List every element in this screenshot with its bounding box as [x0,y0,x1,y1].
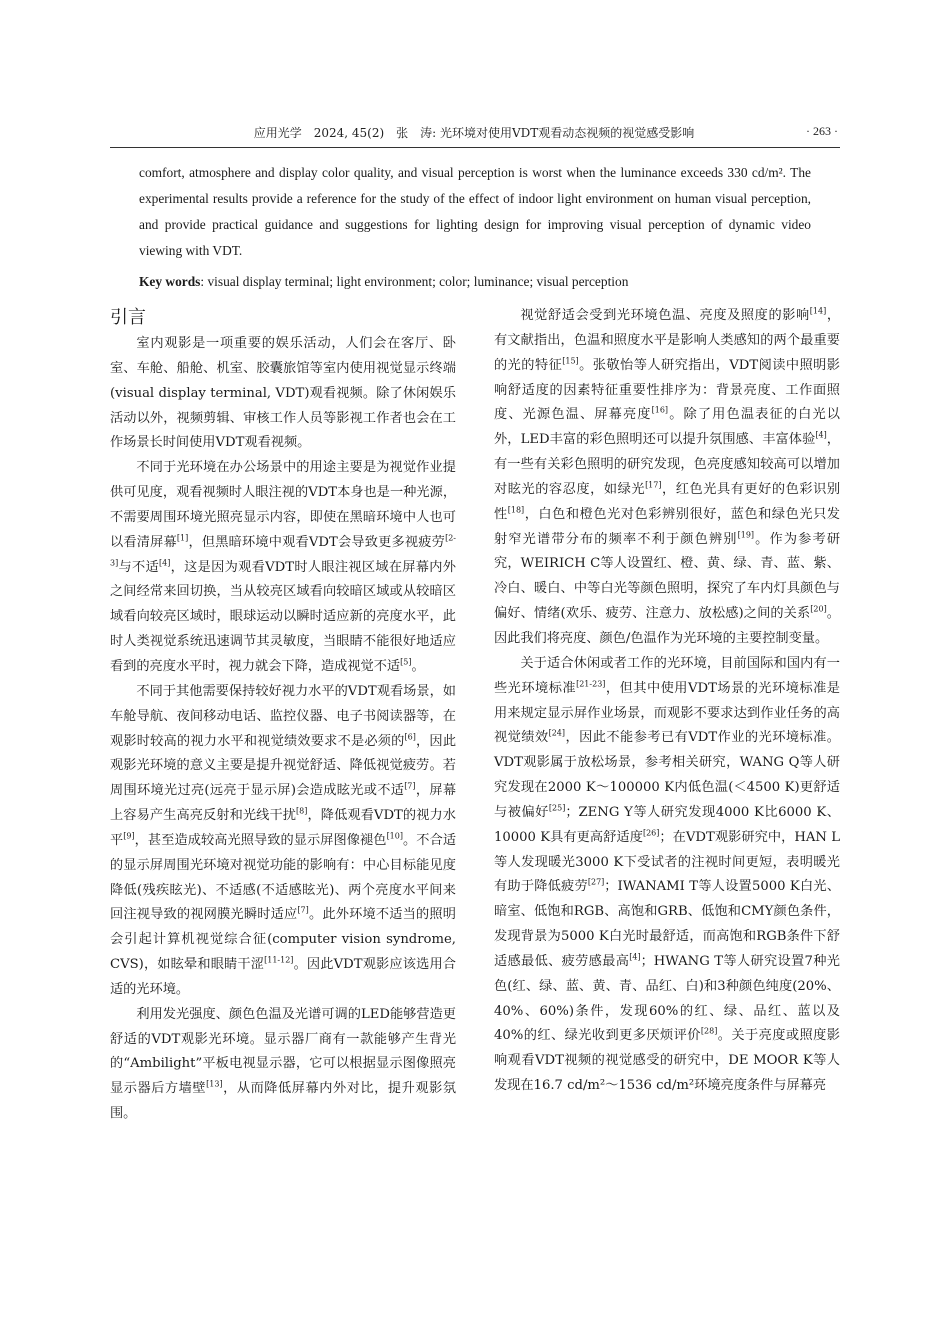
citation: [7] [297,906,309,916]
citation: [17] [645,480,662,490]
citation: [26] [642,828,660,838]
citation: [14] [809,306,827,316]
citation: [25] [548,803,566,813]
citation: [5] [400,657,412,667]
citation: [18] [507,505,525,515]
running-header [110,122,838,144]
citation: [4] [815,430,827,440]
keywords-label: Key words [139,274,201,289]
abstract-continuation [139,160,811,264]
citation: [19] [737,530,755,540]
page-number: · 263 · [806,124,838,138]
citation: [27] [587,878,605,888]
citation: [10] [386,831,403,841]
abstract-text: comfort, atmosphere and display color quality, and visual perception is worst when the luminance exceeds 330 cd/m². The experimental results provide a reference for the study of the effect of indoor light environment on human visual perception, and provide practical guidance and suggestions for lighting design for improving visual perception of dynamic video viewing with VDT. [139,165,811,258]
paragraph: 不同于光环境在办公场景中的用途主要是为视觉作业提供可见度，观看视频时人眼注视的VDT本身也是一种光源，不需要周围环境光照亮显示内容，即使在黑暗环境中人也可以看清屏幕[1]，但黑暗环境中观看VDT会导致更多视疲劳[2-3]与不适[4]，这是因为观看VDT时人眼注视区域在屏幕内外之间经常来回切换，当从较亮区域看向较暗区域或从较暗区域看向较亮区域时，眼球运动以瞬时适应新的亮度水平，此时人类视觉系统迅速调节其灵敏度，当眼睛不能很好地适应看到的亮度水平时，视力就会下降，造成视觉不适[5]。 [110,460,456,674]
citation: [21-23] [576,679,606,689]
citation: [7] [404,781,416,791]
paragraph: 利用发光强度、颜色色温及光谱可调的LED能够营造更舒适的VDT观影光环境。显示器厂商有一款能够产生背光的“Ambilight”平板电视显示器，它可以根据显示图像照亮显示器后方墙壁[13]，从而降低屏幕内外对比，提升观影氛围。 [110,1006,457,1122]
citation: [6] [404,732,416,742]
paragraph: 室内观影是一项重要的娱乐活动，人们会在客厅、卧室、车舱、船舱、机室、胶囊旅馆等室内使用视觉显示终端(visual display terminal, VDT)观看视频。除了休闲娱乐活动以外，视频剪辑、审核工作人员等影视工作者也会在工作场景长时间使用VDT观看视频。 [110,336,456,451]
section-heading: 引言 [110,307,146,328]
paragraph: 视觉舒适会受到光环境色温、亮度及照度的影响[14]，有文献指出，色温和照度水平是影响人类感知的两个最重要的光的特征[15]。张敬怡等人研究指出，VDT阅读中照明影响舒适度的因素特征重要性排序为：背景亮度、工作面照度、光源色温、屏幕亮度[16]。除了用色温表征的白光以外，LED丰富的彩色照明还可以提升氛围感、丰富体验[4]，有一些有关彩色照明的研究发现，色亮度感知较高可以增加对眩光的容忍度，如绿光[17]，红色光具有更好的色彩识别性[18]，白色和橙色光对色彩辨别很好，蓝色和绿色光只发射窄光谱带分布的频率不利于颜色辨别[19]。作为参考研究，WEIRICH C等人设置红、橙、黄、绿、青、蓝、紫、冷白、暖白、中等白光等颜色照明，探究了车内灯具颜色与偏好、情绪(欢乐、疲劳、注意力、放松感)之间的关系[20]。因此我们将亮度、颜色/色温作为光环境的主要控制变量。 [494,306,841,646]
running-title: 应用光学 2024, 45(2) 张 涛: 光环境对使用VDT观看动态视频的视觉感受影响 [253,126,695,140]
citation: [8] [296,806,308,816]
citation: [15] [562,356,579,366]
paragraph: 关于适合休闲或者工作的光环境，目前国际和国内有一些光环境标准[21-23]，但其中使用VDT场景的光环境标准是用来规定显示屏作业场景，而观影不要求达到作业任务的高视觉绩效[24]，因此不能参考已有VDT作业的光环境标准。VDT观影属于放松场景，参考相关研究，WANG Q等人研究发现在2000 K～100000 K内低色温(＜4500 K)更舒适与被偏好[25]；ZENG Y等人研究发现4000 K比6000 K、10000 K具有更高舒适度[26]；在VDT观影研究中，HAN L等人发现暖光3000 K下受试者的注视时间更短，表明暖光有助于降低疲劳[27]；IWANAMI T等人设置5000 K白光、暗室、低饱和RGB、高饱和GRB、低饱和CMY颜色条件，发现背景为5000 K白光时最舒适，而高饱和RGB条件下舒适感最低、疲劳感最高[4]；HWANG T等人研究设置7种光色(红、绿、蓝、黄、青、品红、白)和3种颜色纯度(20%、40%、60%)条件，发现60%的红、绿、品红、蓝以及40%的红、绿光收到更多厌烦评价[28]。关于亮度或照度影响观看VDT视频的视觉感受的研究中，DE MOOR K等人发现在16.7 cd/m²～1536 cd/m²环境亮度条件与屏幕亮 [494,655,841,1094]
citation: [4] [159,558,171,568]
citation: [2-3] [110,533,456,568]
citation: [4] [629,952,641,962]
citation: [11-12] [264,955,294,965]
citation: [24] [548,728,566,738]
paragraph: 不同于其他需要保持较好视力水平的VDT观看场景，如车舱导航、夜间移动电话、监控仪器、电子书阅读器等，在观影时较高的视力水平和视觉绩效要求不是必须的[6]，因此观影光环境的意义主要是提升视觉舒适、降低视觉疲劳。若周围环境光过亮(远亮于显示屏)会造成眩光或不适[7]，屏幕上容易产生高亮反射和光线干扰[8]，降低观看VDT的视力水平[9]，甚至造成较高光照导致的显示屏图像褪色[10]。不合适的显示屏周围光环境对视觉功能的影响有：中心目标能见度降低(残疾眩光)、不适感(不适感眩光)、两个亮度水平间来回注视导致的视网膜光瞬时适应[7]。此外环境不适当的照明会引起计算机视觉综合征(computer vision syndrome, CVS)，如眩晕和眼睛干涩[11-12]。因此VDT观影应该选用合适的光环境。 [110,683,457,997]
citation: [13] [206,1079,223,1089]
citation: [9] [123,831,135,841]
keywords-line [139,269,829,295]
citation: [28] [700,1027,718,1037]
right-column [494,304,840,1099]
header-rule [110,147,840,148]
citation: [1] [176,533,189,543]
left-column [110,304,456,1127]
citation: [16] [651,405,669,415]
keywords-text: : visual display terminal; light environment; color; luminance; visual perception [200,274,629,289]
citation: [20] [810,604,827,614]
